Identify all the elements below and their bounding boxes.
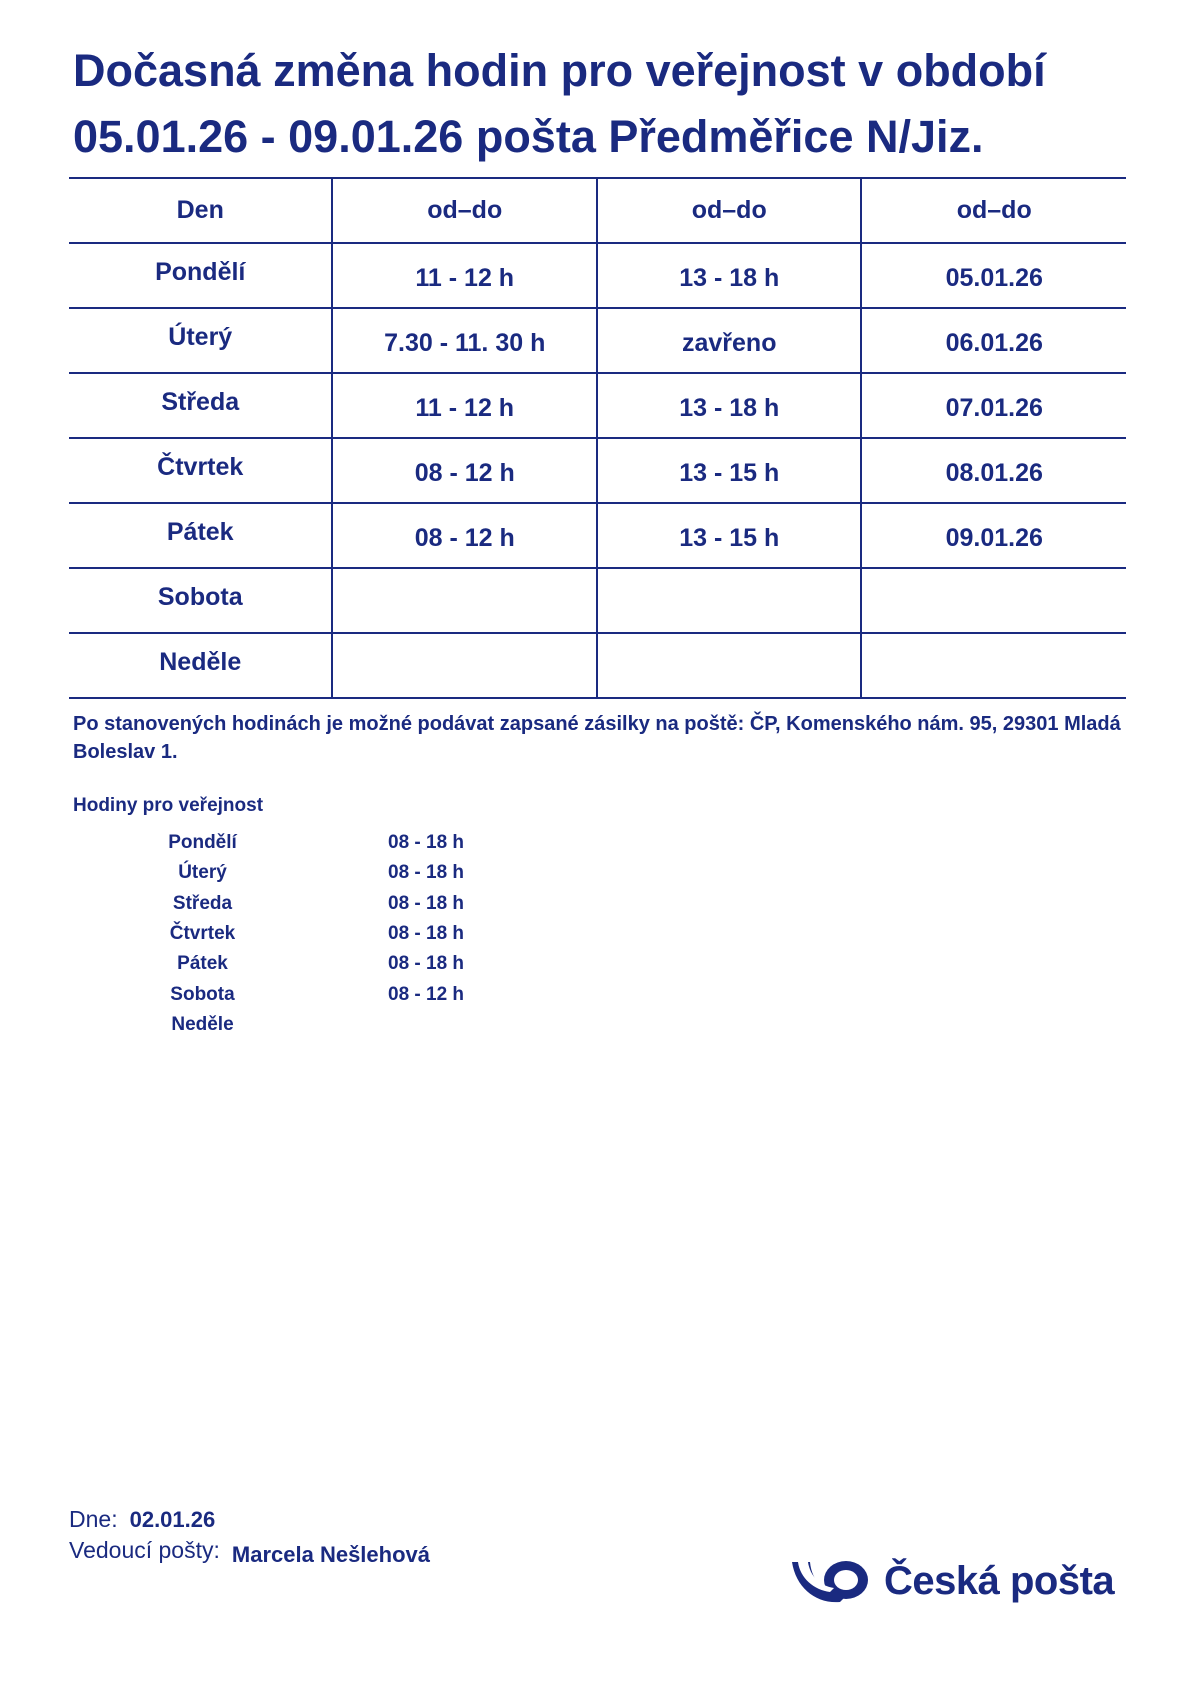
hours-day: Neděle: [171, 1013, 234, 1035]
table-row: [69, 308, 1126, 373]
schedule-table: [69, 177, 1126, 699]
date-value: 02.01.26: [129, 1507, 216, 1532]
row-day: Neděle: [69, 633, 332, 698]
row-time-2: 13 - 15 h: [597, 438, 862, 503]
row-day: Středa: [69, 373, 332, 438]
manager-value: Marcela Nešlehová: [231, 1542, 430, 1567]
row-time-1: 08 - 12 h: [332, 438, 597, 503]
after-hours-note: Po stanovených hodinách je možné podávat zapsané zásilky na poště: ČP, Komenského nám. 95, 29301 Mladá Boleslav 1.: [73, 713, 1121, 763]
table-header-row: [69, 178, 1126, 243]
row-time-1: 7.30 - 11. 30 h: [332, 308, 597, 373]
header-from-to-2: od–do: [597, 178, 862, 243]
hours-time: 08 - 18 h: [388, 923, 465, 945]
ceska-posta-horn-icon: [790, 1558, 874, 1604]
row-time-2: 13 - 18 h: [597, 373, 862, 438]
row-date: 06.01.26: [861, 308, 1126, 373]
logo-text: Česká pošta: [884, 1558, 1115, 1603]
hours-day: Sobota: [170, 983, 235, 1005]
list-item: [120, 889, 600, 919]
list-item: [120, 858, 600, 888]
table-row: [69, 568, 1126, 633]
row-day: Čtvrtek: [69, 438, 332, 503]
row-time-1: [332, 568, 597, 633]
footer-date: [69, 1506, 215, 1533]
list-item: [120, 1010, 600, 1040]
row-date: 09.01.26: [861, 503, 1126, 568]
row-time-1: [332, 633, 597, 698]
table-row: [69, 373, 1126, 438]
hours-time: 08 - 18 h: [388, 892, 465, 914]
list-item: [120, 949, 600, 979]
footer-manager: [69, 1537, 430, 1567]
header-day: Den: [69, 178, 332, 243]
table-row: [69, 243, 1126, 308]
hours-day: Pondělí: [168, 832, 237, 854]
hours-time: 08 - 18 h: [388, 832, 465, 854]
hours-day: Středa: [172, 892, 233, 914]
hours-day: Úterý: [178, 862, 227, 884]
list-item: [120, 919, 600, 949]
row-time-2: [597, 568, 862, 633]
list-item: [120, 979, 600, 1009]
hours-time: 08 - 12 h: [388, 983, 465, 1005]
hours-time: 08 - 18 h: [388, 953, 465, 975]
hours-day: Čtvrtek: [169, 923, 236, 945]
regular-hours-title: Hodiny pro veřejnost: [73, 795, 264, 816]
table-row: [69, 503, 1126, 568]
row-date: 08.01.26: [861, 438, 1126, 503]
row-time-2: 13 - 15 h: [597, 503, 862, 568]
ceska-posta-logo: [790, 1558, 1114, 1604]
row-time-1: 08 - 12 h: [332, 503, 597, 568]
manager-label: Vedoucí pošty:: [69, 1537, 220, 1563]
date-label: Dne:: [69, 1506, 118, 1532]
regular-hours-list: [120, 828, 600, 1040]
row-day: Pátek: [69, 503, 332, 568]
header-from-to-3: od–do: [861, 178, 1126, 243]
row-date: 07.01.26: [861, 373, 1126, 438]
row-time-2: [597, 633, 862, 698]
row-time-1: 11 - 12 h: [332, 243, 597, 308]
row-time-2: zavřeno: [597, 308, 862, 373]
row-time-2: 13 - 18 h: [597, 243, 862, 308]
table-row: [69, 438, 1126, 503]
row-date: [861, 633, 1126, 698]
header-from-to-1: od–do: [332, 178, 597, 243]
row-time-1: 11 - 12 h: [332, 373, 597, 438]
row-date: [861, 568, 1126, 633]
hours-time: 08 - 18 h: [388, 862, 465, 884]
table-row: [69, 633, 1126, 698]
list-item: [120, 828, 600, 858]
hours-day: Pátek: [177, 953, 228, 975]
row-day: Úterý: [69, 308, 332, 373]
page-title: Dočasná změna hodin pro veřejnost v období 05.01.26 - 09.01.26 pošta Předměřice N/Jiz.: [73, 45, 1046, 162]
row-date: 05.01.26: [861, 243, 1126, 308]
row-day: Pondělí: [69, 243, 332, 308]
row-day: Sobota: [69, 568, 332, 633]
